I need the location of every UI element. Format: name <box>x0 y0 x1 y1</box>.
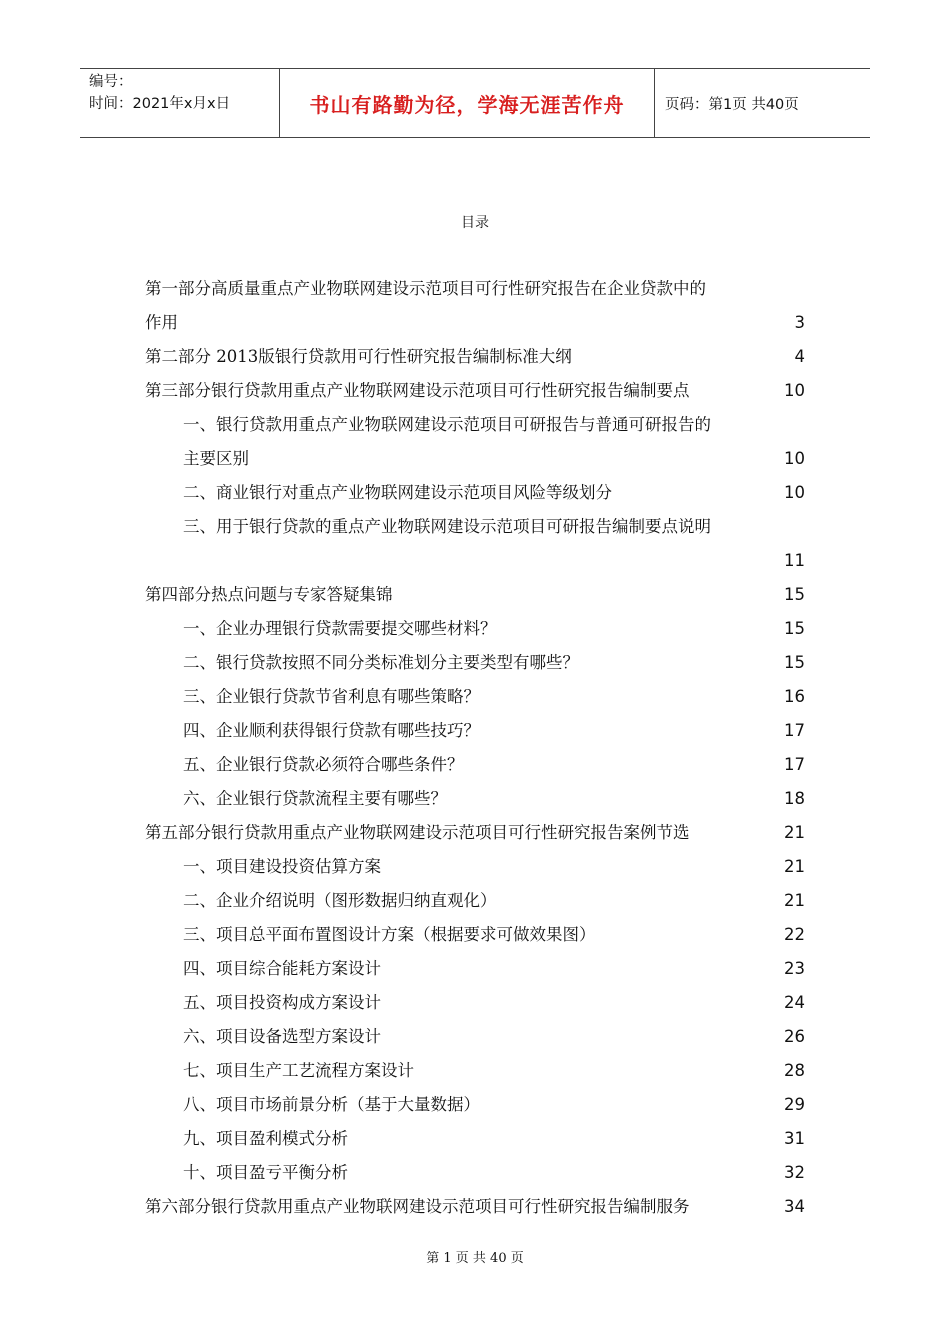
toc-entry-line <box>183 544 805 578</box>
toc-page-number: 17 <box>784 755 805 774</box>
toc-entry-title: 二、商业银行对重点产业物联网建设示范项目风险等级划分 <box>183 483 612 502</box>
header-motto: 书山有路勤为径，学海无涯苦作舟 <box>280 69 655 137</box>
toc-entry-title: 第五部分银行贷款用重点产业物联网建设示范项目可行性研究报告案例节选 <box>145 823 690 842</box>
toc-page-number: 21 <box>784 891 805 910</box>
toc-entry[interactable] <box>145 340 805 374</box>
toc-page-number: 29 <box>784 1095 805 1114</box>
toc-leader-dots <box>381 1026 782 1043</box>
toc-entry-title: 第六部分银行贷款用重点产业物联网建设示范项目可行性研究报告编制服务 <box>145 1197 690 1216</box>
toc-entry[interactable] <box>145 782 805 816</box>
toc-entry-title: 五、企业银行贷款必须符合哪些条件？ <box>183 755 464 774</box>
toc-entry[interactable] <box>145 1190 805 1224</box>
toc-entry-line <box>183 884 805 918</box>
toc-leader-dots <box>348 1162 782 1179</box>
toc-page-number: 24 <box>784 993 805 1012</box>
toc-leader-dots <box>612 482 782 499</box>
toc-leader-dots <box>464 754 783 771</box>
toc-entry-line <box>183 952 805 986</box>
toc-entry-title: 六、企业银行贷款流程主要有哪些？ <box>183 789 447 808</box>
toc-entry-title: 一、企业办理银行贷款需要提交哪些材料？ <box>183 619 497 638</box>
toc-entry-line <box>183 986 805 1020</box>
toc-entry-title: 六、项目设备选型方案设计 <box>183 1027 381 1046</box>
toc-entry-line <box>183 612 805 646</box>
toc-leader-dots <box>414 1060 782 1077</box>
document-number-label: 编号： <box>89 74 133 90</box>
toc-entry-line <box>183 680 805 714</box>
toc-entry-title: 作用 <box>145 313 178 332</box>
toc-entry[interactable] <box>145 408 805 476</box>
document-time-label: 时间：2021年x月x日 <box>89 96 231 112</box>
toc-entry-title: 三、项目总平面布置图设计方案（根据要求可做效果图） <box>183 925 596 944</box>
toc-leader-dots <box>381 992 782 1009</box>
toc-page-number: 32 <box>784 1163 805 1182</box>
toc-page-number: 15 <box>784 585 805 604</box>
page-footer: 第 1 页 共 40 页 <box>426 1251 524 1266</box>
toc-entry-line <box>183 850 805 884</box>
toc-entry-line <box>145 374 805 408</box>
toc-page-number: 3 <box>794 313 805 332</box>
toc-leader-dots <box>381 856 782 873</box>
toc-page-number: 10 <box>784 483 805 502</box>
page-header <box>80 68 870 138</box>
toc-entry-title-line: 第一部分高质量重点产业物联网建设示范项目可行性研究报告在企业贷款中的 <box>145 279 706 298</box>
toc-entry-line <box>145 578 805 612</box>
toc-page-number: 4 <box>794 347 805 366</box>
toc-entry-line <box>145 816 805 850</box>
toc-entry-line <box>183 1122 805 1156</box>
toc-leader-dots <box>497 890 783 907</box>
toc-leader-dots <box>183 550 782 567</box>
toc-leader-dots <box>393 584 783 601</box>
toc-entry[interactable] <box>145 1054 805 1088</box>
toc-entry[interactable] <box>145 578 805 612</box>
toc-page-number: 23 <box>784 959 805 978</box>
toc-leader-dots <box>690 822 783 839</box>
toc-entry[interactable] <box>145 986 805 1020</box>
toc-entry-title: 第四部分热点问题与专家答疑集锦 <box>145 585 393 604</box>
toc-page-number: 16 <box>784 687 805 706</box>
toc-entry-title: 三、企业银行贷款节省利息有哪些策略？ <box>183 687 480 706</box>
toc-page-number: 31 <box>784 1129 805 1148</box>
toc-entry-title-line: 一、银行贷款用重点产业物联网建设示范项目可研报告与普通可研报告的 <box>183 415 711 434</box>
toc-page-number: 34 <box>784 1197 805 1216</box>
table-of-contents <box>145 272 805 1224</box>
toc-entry[interactable] <box>145 1122 805 1156</box>
toc-entry[interactable] <box>145 612 805 646</box>
toc-page-number: 11 <box>784 551 805 570</box>
toc-entry-title: 主要区别 <box>183 449 249 468</box>
toc-entry-title-line: 三、用于银行贷款的重点产业物联网建设示范项目可研报告编制要点说明 <box>183 517 711 536</box>
toc-entry-title: 十、项目盈亏平衡分析 <box>183 1163 348 1182</box>
toc-entry-line <box>183 1088 805 1122</box>
toc-entry[interactable] <box>145 272 805 340</box>
toc-entry-title: 一、项目建设投资估算方案 <box>183 857 381 876</box>
toc-entry-line <box>183 646 805 680</box>
toc-leader-dots <box>596 924 783 941</box>
toc-entry[interactable] <box>145 510 805 578</box>
toc-leader-dots <box>480 686 782 703</box>
toc-leader-dots <box>579 652 782 669</box>
toc-page-number: 21 <box>784 823 805 842</box>
toc-leader-dots <box>480 720 782 737</box>
toc-page-number: 18 <box>784 789 805 808</box>
toc-leader-dots <box>348 1128 782 1145</box>
toc-leader-dots <box>690 380 783 397</box>
toc-entry-title: 第二部分 2013版银行贷款用可行性研究报告编制标准大纲 <box>145 347 572 366</box>
toc-entry-title: 二、企业介绍说明（图形数据归纳直观化） <box>183 891 497 910</box>
toc-page-number: 28 <box>784 1061 805 1080</box>
toc-entry-title: 九、项目盈利模式分析 <box>183 1129 348 1148</box>
toc-entry-title: 八、项目市场前景分析（基于大量数据） <box>183 1095 480 1114</box>
toc-entry-line <box>183 476 805 510</box>
toc-leader-dots <box>381 958 782 975</box>
toc-entry[interactable] <box>145 714 805 748</box>
toc-page-number: 17 <box>784 721 805 740</box>
toc-entry-line <box>183 442 805 476</box>
toc-entry-line <box>183 782 805 816</box>
toc-entry-title: 四、企业顺利获得银行贷款有哪些技巧？ <box>183 721 480 740</box>
toc-entry-line <box>183 1054 805 1088</box>
toc-title: 目录 <box>461 215 489 231</box>
toc-leader-dots <box>497 618 783 635</box>
toc-entry[interactable] <box>145 646 805 680</box>
header-meta <box>80 69 280 137</box>
toc-leader-dots <box>249 448 782 465</box>
toc-leader-dots <box>690 1196 783 1213</box>
toc-entry-line <box>145 306 805 340</box>
toc-entry[interactable] <box>145 952 805 986</box>
toc-page-number: 15 <box>784 619 805 638</box>
toc-entry-line <box>145 340 805 374</box>
toc-entry-title: 第三部分银行贷款用重点产业物联网建设示范项目可行性研究报告编制要点 <box>145 381 690 400</box>
toc-entry[interactable] <box>145 918 805 952</box>
toc-page-number: 10 <box>784 381 805 400</box>
toc-entry-line <box>183 748 805 782</box>
toc-page-number: 26 <box>784 1027 805 1046</box>
toc-entry-title: 五、项目投资构成方案设计 <box>183 993 381 1012</box>
toc-leader-dots <box>572 346 793 363</box>
toc-entry[interactable] <box>145 1020 805 1054</box>
toc-entry-line <box>183 714 805 748</box>
toc-entry-line <box>183 1156 805 1190</box>
toc-leader-dots <box>480 1094 782 1111</box>
toc-entry-title: 二、银行贷款按照不同分类标准划分主要类型有哪些？ <box>183 653 579 672</box>
toc-entry-title: 七、项目生产工艺流程方案设计 <box>183 1061 414 1080</box>
toc-entry[interactable] <box>145 680 805 714</box>
toc-entry[interactable] <box>145 884 805 918</box>
toc-page-number: 21 <box>784 857 805 876</box>
toc-entry[interactable] <box>145 748 805 782</box>
toc-leader-dots <box>178 312 793 329</box>
toc-entry[interactable] <box>145 850 805 884</box>
toc-entry-line <box>145 1190 805 1224</box>
toc-entry[interactable] <box>145 476 805 510</box>
toc-entry[interactable] <box>145 816 805 850</box>
toc-entry-title: 四、项目综合能耗方案设计 <box>183 959 381 978</box>
toc-page-number: 15 <box>784 653 805 672</box>
toc-entry[interactable] <box>145 374 805 408</box>
toc-page-number: 22 <box>784 925 805 944</box>
toc-entry[interactable] <box>145 1088 805 1122</box>
toc-leader-dots <box>447 788 782 805</box>
header-page-info: 页码：第1页 共40页 <box>665 96 799 113</box>
toc-entry-line <box>183 1020 805 1054</box>
toc-page-number: 10 <box>784 449 805 468</box>
toc-entry-line <box>183 918 805 952</box>
toc-entry[interactable] <box>145 1156 805 1190</box>
